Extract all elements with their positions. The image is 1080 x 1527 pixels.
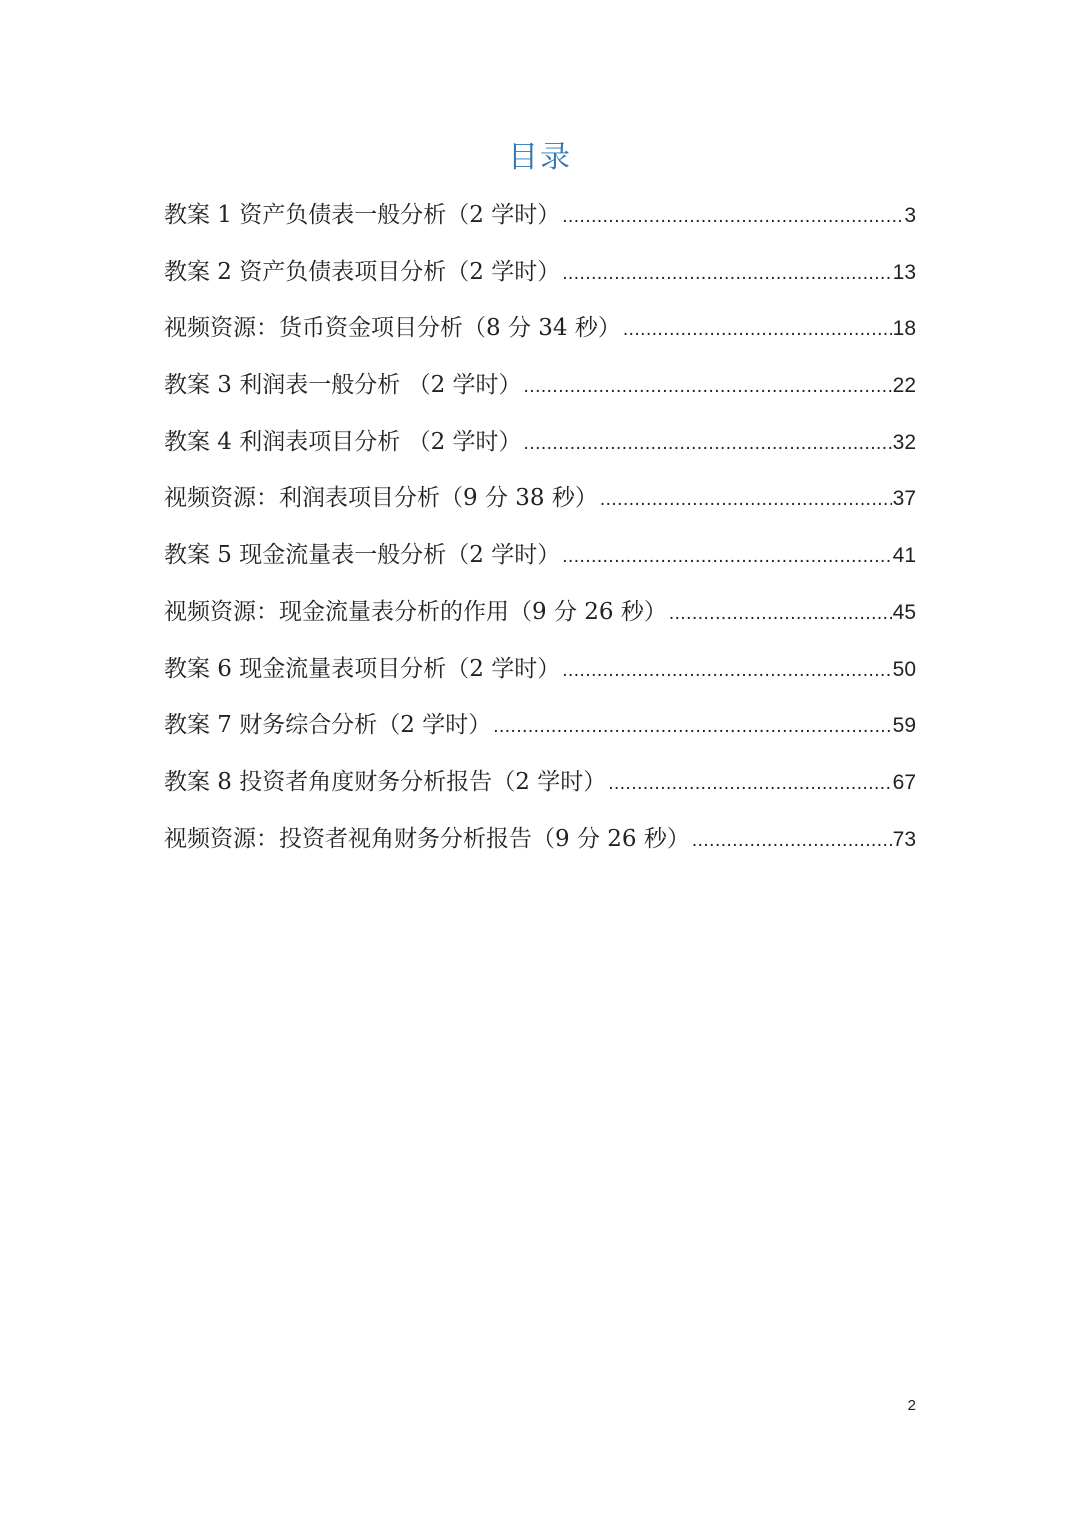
toc-entry-page: 50 [892, 657, 916, 681]
toc-dot-leader [623, 310, 892, 350]
toc-entry-text: 教案 6 现金流量表项目分析（2 学时） [164, 655, 561, 682]
toc-list [164, 195, 916, 875]
toc-entry-page: 73 [892, 827, 916, 851]
toc-dot-leader [524, 367, 892, 407]
toc-entry[interactable] [164, 535, 916, 592]
toc-entry[interactable] [164, 195, 916, 252]
toc-dot-leader [562, 537, 891, 577]
toc-entry-text: 教案 5 现金流量表一般分析（2 学时） [164, 542, 561, 569]
toc-entry[interactable] [164, 705, 916, 762]
toc-entry-text: 视频资源：现金流量表分析的作用（9 分 26 秒） [164, 598, 667, 625]
toc-entry-text: 视频资源：投资者视角财务分析报告（9 分 26 秒） [164, 825, 690, 852]
page-number: 2 [907, 1397, 916, 1414]
toc-entry[interactable] [164, 819, 916, 876]
toc-entry-text: 教案 1 资产负债表一般分析（2 学时） [164, 202, 561, 228]
toc-entry-page: 32 [892, 430, 916, 454]
toc-entry-page: 67 [892, 770, 916, 794]
toc-entry[interactable] [164, 762, 916, 819]
toc-entry[interactable] [164, 308, 916, 365]
toc-dot-leader [600, 480, 892, 520]
toc-entry-page: 59 [892, 714, 916, 738]
toc-dot-leader [562, 197, 903, 237]
toc-entry-page: 41 [892, 544, 916, 568]
toc-dot-leader [562, 651, 891, 691]
toc-dot-leader [608, 764, 891, 804]
toc-entry-text: 教案 8 投资者角度财务分析报告（2 学时） [164, 768, 607, 795]
toc-dot-leader [692, 821, 892, 861]
toc-entry-page: 37 [892, 487, 916, 511]
toc-dot-leader [669, 594, 892, 634]
toc-entry[interactable] [164, 478, 916, 535]
toc-entry-page: 3 [904, 204, 916, 227]
toc-entry-text: 视频资源：货币资金项目分析（8 分 34 秒） [164, 315, 621, 342]
toc-entry[interactable] [164, 365, 916, 422]
toc-title: 目录 [508, 140, 572, 175]
toc-entry-text: 教案 3 利润表一般分析 （2 学时） [164, 372, 522, 399]
toc-entry-text: 教案 4 利润表项目分析 （2 学时） [164, 428, 522, 455]
toc-entry-text: 教案 2 资产负债表项目分析（2 学时） [164, 258, 561, 285]
toc-entry[interactable] [164, 649, 916, 706]
toc-dot-leader [562, 254, 891, 294]
toc-entry-page: 22 [892, 374, 916, 398]
toc-entry[interactable] [164, 592, 916, 649]
toc-entry-page: 18 [892, 317, 916, 341]
toc-entry[interactable] [164, 252, 916, 309]
toc-entry[interactable] [164, 422, 916, 479]
toc-dot-leader [524, 424, 892, 464]
toc-entry-page: 13 [892, 260, 916, 284]
toc-dot-leader [493, 707, 891, 747]
toc-entry-page: 45 [892, 600, 916, 624]
toc-entry-text: 视频资源：利润表项目分析（9 分 38 秒） [164, 485, 598, 512]
toc-entry-text: 教案 7 财务综合分析（2 学时） [164, 712, 492, 739]
